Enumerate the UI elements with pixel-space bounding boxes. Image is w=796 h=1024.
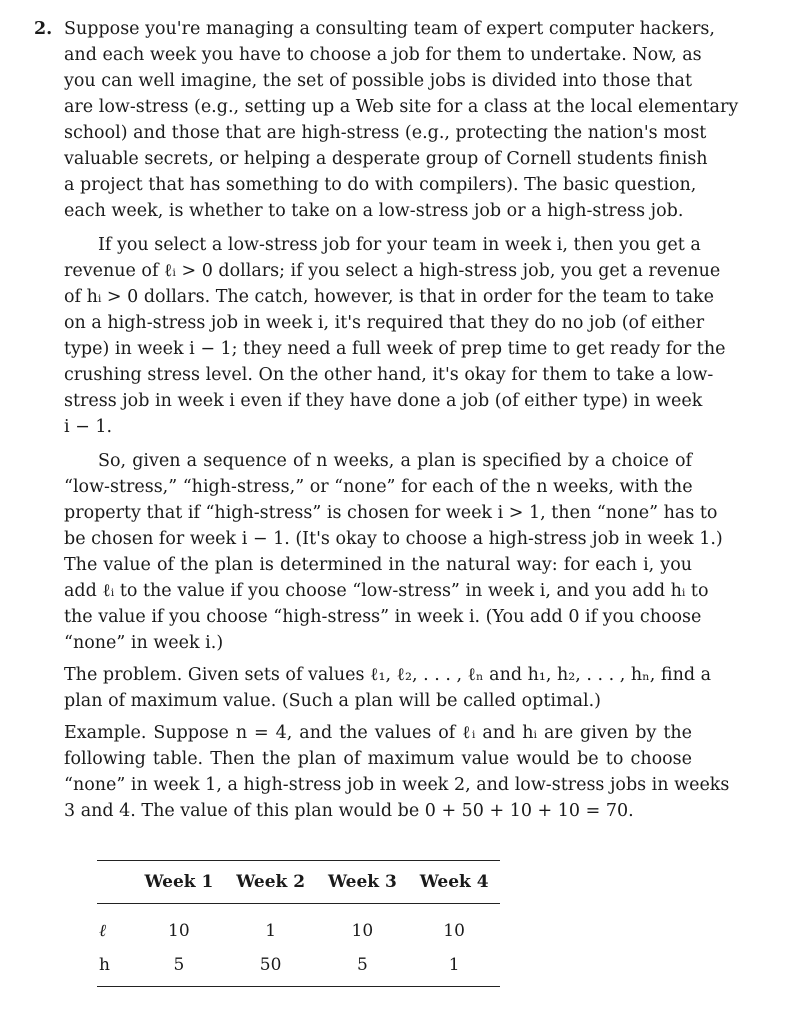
text-line: on a high-stress job in week i, it's required that they do no job (of either: [64, 313, 705, 333]
text-line: stress job in week i even if they have done a job (of either type) in week: [64, 391, 703, 411]
table-cell: 10: [443, 921, 465, 941]
table-row: [97, 904, 500, 949]
paragraph-example: [64, 720, 730, 824]
text-line: crushing stress level. On the other hand, it's okay for them to take a low-: [64, 365, 714, 385]
table-header-week: Week 1: [144, 872, 214, 892]
text-line: a project that has something to do with compilers). The basic question,: [64, 175, 697, 195]
text-line: the value if you choose “high-stress” in week i. (You add 0 if you choose: [64, 607, 702, 627]
text-line: Example. Suppose n = 4, and the values of ℓᵢ and hᵢ are given by the: [64, 723, 692, 743]
table-row-label: ℓ: [99, 921, 107, 941]
text-line: i − 1.: [64, 417, 113, 437]
table-cell: 1: [265, 921, 277, 941]
text-line: So, given a sequence of n weeks, a plan is specified by a choice of: [98, 451, 692, 471]
text-line: revenue of ℓᵢ > 0 dollars; if you select a high-stress job, you get a revenue: [64, 261, 721, 281]
table-row-label: h: [99, 955, 110, 975]
text-line: and each week you have to choose a job for them to undertake. Now, as: [64, 45, 702, 65]
text-line: 3 and 4. The value of this plan would be 0 + 50 + 10 + 10 = 70.: [64, 801, 634, 821]
table-header-week: Week 3: [327, 872, 397, 892]
table-cell: 10: [351, 921, 374, 941]
text-line: valuable secrets, or helping a desperate group of Cornell students finish: [64, 149, 708, 169]
table-cell: 5: [356, 955, 368, 975]
table-cell: 50: [259, 955, 282, 975]
text-line: school) and those that are high-stress (e.g., protecting the nation's most: [64, 123, 707, 143]
text-line: Suppose you're managing a consulting team of expert computer hackers,: [64, 19, 715, 39]
text-line: are low-stress (e.g., setting up a Web site for a class at the local elementary: [64, 97, 739, 117]
text-line: The problem. Given sets of values ℓ₁, ℓ₂, . . . , ℓₙ and h₁, h₂, . . . , hₙ, find a: [64, 665, 712, 685]
table-header-week: Week 2: [236, 872, 306, 892]
text-line: “none” in week i.): [64, 633, 224, 653]
paragraph-revenue: [64, 232, 726, 440]
table-header-row: [97, 861, 500, 904]
text-line: “none” in week 1, a high-stress job in week 2, and low-stress jobs in weeks: [64, 775, 730, 795]
text-line: of hᵢ > 0 dollars. The catch, however, is that in order for the team to take: [64, 287, 714, 307]
text-line: If you select a low-stress job for your team in week i, then you get a: [98, 235, 701, 255]
problem-number: 2.: [34, 19, 53, 39]
values-table: [97, 860, 500, 987]
paragraph-intro: [64, 16, 739, 224]
table-header-week: Week 4: [419, 872, 489, 892]
table-cell: 10: [168, 921, 190, 941]
table-cell: 5: [173, 955, 185, 975]
text-line: be chosen for week i − 1. (It's okay to choose a high-stress job in week 1.): [64, 529, 723, 549]
text-line: The value of the plan is determined in the natural way: for each i, you: [64, 555, 692, 575]
table-cell: 1: [448, 955, 460, 975]
table-corner-cell: [97, 861, 133, 904]
table-row: [97, 948, 500, 987]
text-line: add ℓᵢ to the value if you choose “low-stress” in week i, and you add hᵢ to: [64, 581, 709, 601]
text-line: type) in week i − 1; they need a full week of prep time to get ready for the: [64, 339, 726, 359]
text-line: you can well imagine, the set of possible jobs is divided into those that: [64, 71, 692, 91]
paragraph-plan: [64, 448, 723, 656]
text-line: following table. Then the plan of maximum value would be to choose: [64, 749, 692, 769]
paragraph-problem: [64, 662, 712, 714]
text-line: “low-stress,” “high-stress,” or “none” for each of the n weeks, with the: [64, 477, 693, 497]
text-line: property that if “high-stress” is chosen for week i > 1, then “none” has to: [64, 503, 718, 523]
text-line: each week, is whether to take on a low-stress job or a high-stress job.: [64, 201, 684, 221]
text-line: plan of maximum value. (Such a plan will be called optimal.): [64, 691, 601, 711]
